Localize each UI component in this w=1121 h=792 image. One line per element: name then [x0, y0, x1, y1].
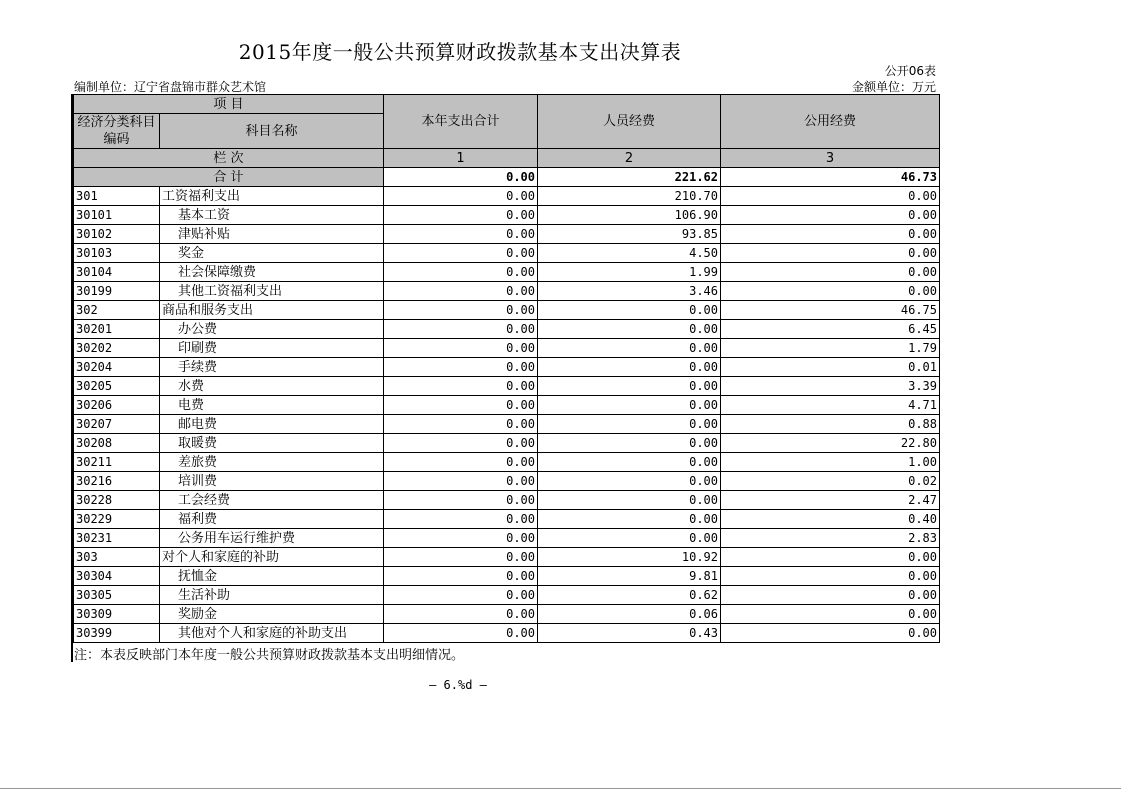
table-row: [74, 396, 940, 415]
table-row: [74, 358, 940, 377]
row-total: 0.00: [384, 510, 538, 529]
row-public: 0.00: [721, 624, 940, 643]
row-name: 福利费: [160, 510, 384, 529]
table-row: [74, 301, 940, 320]
row-personnel: 93.85: [538, 225, 721, 244]
row-public: 22.80: [721, 434, 940, 453]
table-row: [74, 377, 940, 396]
row-personnel: 0.00: [538, 320, 721, 339]
row-name: 电费: [160, 396, 384, 415]
row-code: 30211: [74, 453, 160, 472]
row-name: 其他工资福利支出: [160, 282, 384, 301]
row-public: 4.71: [721, 396, 940, 415]
row-total: 0.00: [384, 244, 538, 263]
table-row: [74, 491, 940, 510]
table-row: [74, 225, 940, 244]
table-row: [74, 548, 940, 567]
row-code: 30207: [74, 415, 160, 434]
row-total: 0.00: [384, 225, 538, 244]
row-total: 0.00: [384, 624, 538, 643]
total-sum: 0.00: [384, 168, 538, 187]
row-public: 3.39: [721, 377, 940, 396]
row-public: 1.79: [721, 339, 940, 358]
row-name: 对个人和家庭的补助: [160, 548, 384, 567]
header-total: 本年支出合计: [384, 95, 538, 149]
row-name: 办公费: [160, 320, 384, 339]
row-code: 30228: [74, 491, 160, 510]
row-name: 抚恤金: [160, 567, 384, 586]
row-public: 2.83: [721, 529, 940, 548]
table-row: [74, 586, 940, 605]
row-personnel: 0.06: [538, 605, 721, 624]
row-public: 0.02: [721, 472, 940, 491]
table-row: [74, 529, 940, 548]
header-row-item: [74, 95, 940, 114]
row-public: 0.00: [721, 282, 940, 301]
total-label: 合 计: [74, 168, 384, 187]
row-code: 30104: [74, 263, 160, 282]
table-row: [74, 206, 940, 225]
row-personnel: 1.99: [538, 263, 721, 282]
row-personnel: 9.81: [538, 567, 721, 586]
row-personnel: 0.00: [538, 415, 721, 434]
row-code: 30304: [74, 567, 160, 586]
row-code: 30102: [74, 225, 160, 244]
row-personnel: 4.50: [538, 244, 721, 263]
row-public: 0.00: [721, 548, 940, 567]
row-personnel: 0.00: [538, 339, 721, 358]
row-public: 0.00: [721, 225, 940, 244]
row-name: 奖金: [160, 244, 384, 263]
header-item: 项 目: [74, 95, 384, 114]
row-code: 30305: [74, 586, 160, 605]
table-row: [74, 339, 940, 358]
row-code: 30206: [74, 396, 160, 415]
row-personnel: 3.46: [538, 282, 721, 301]
column-index-row: [74, 149, 940, 168]
row-total: 0.00: [384, 605, 538, 624]
row-total: 0.00: [384, 339, 538, 358]
row-total: 0.00: [384, 434, 538, 453]
row-personnel: 0.62: [538, 586, 721, 605]
row-name: 基本工资: [160, 206, 384, 225]
row-public: 6.45: [721, 320, 940, 339]
row-name: 商品和服务支出: [160, 301, 384, 320]
row-code: 30399: [74, 624, 160, 643]
row-personnel: 0.00: [538, 529, 721, 548]
column-2: 2: [538, 149, 721, 168]
row-personnel: 0.00: [538, 377, 721, 396]
row-total: 0.00: [384, 491, 538, 510]
row-name: 培训费: [160, 472, 384, 491]
table-row: [74, 453, 940, 472]
amount-unit: 金额单位：万元: [851, 80, 936, 94]
header-code: 经济分类科目编码: [74, 114, 160, 149]
row-code: 30309: [74, 605, 160, 624]
bottom-divider: [0, 788, 1121, 789]
table-row: [74, 244, 940, 263]
row-total: 0.00: [384, 548, 538, 567]
table-row: [74, 187, 940, 206]
row-code: 301: [74, 187, 160, 206]
table-row: [74, 510, 940, 529]
row-personnel: 0.00: [538, 434, 721, 453]
page-title: 2015年度一般公共预算财政拨款基本支出决算表: [238, 40, 682, 64]
row-name: 生活补助: [160, 586, 384, 605]
table-row: [74, 472, 940, 491]
row-total: 0.00: [384, 263, 538, 282]
row-total: 0.00: [384, 377, 538, 396]
row-public: 0.00: [721, 187, 940, 206]
row-total: 0.00: [384, 472, 538, 491]
row-personnel: 10.92: [538, 548, 721, 567]
total-public: 46.73: [721, 168, 940, 187]
row-public: 0.00: [721, 567, 940, 586]
row-total: 0.00: [384, 187, 538, 206]
row-personnel: 0.00: [538, 491, 721, 510]
row-total: 0.00: [384, 206, 538, 225]
compiling-unit: 编制单位：辽宁省盘锦市群众艺术馆: [74, 80, 267, 94]
row-personnel: 0.00: [538, 396, 721, 415]
total-row: [74, 168, 940, 187]
row-personnel: 0.00: [538, 358, 721, 377]
row-public: 1.00: [721, 453, 940, 472]
column-1: 1: [384, 149, 538, 168]
row-code: 30199: [74, 282, 160, 301]
table-row: [74, 605, 940, 624]
row-name: 印刷费: [160, 339, 384, 358]
table-row: [74, 320, 940, 339]
row-public: 0.00: [721, 605, 940, 624]
row-code: 30201: [74, 320, 160, 339]
row-code: 302: [74, 301, 160, 320]
row-public: 2.47: [721, 491, 940, 510]
row-public: 0.01: [721, 358, 940, 377]
row-name: 取暖费: [160, 434, 384, 453]
row-name: 工资福利支出: [160, 187, 384, 206]
row-code: 30103: [74, 244, 160, 263]
row-name: 其他对个人和家庭的补助支出: [160, 624, 384, 643]
row-personnel: 0.00: [538, 472, 721, 491]
row-name: 邮电费: [160, 415, 384, 434]
row-total: 0.00: [384, 415, 538, 434]
total-personnel: 221.62: [538, 168, 721, 187]
row-code: 30231: [74, 529, 160, 548]
header-name: 科目名称: [160, 114, 384, 149]
row-personnel: 0.00: [538, 510, 721, 529]
row-personnel: 0.43: [538, 624, 721, 643]
row-public: 0.00: [721, 206, 940, 225]
row-code: 30205: [74, 377, 160, 396]
table-note: 注：本表反映部门本年度一般公共预算财政拨款基本支出明细情况。: [74, 648, 465, 663]
header-personnel: 人员经费: [538, 95, 721, 149]
row-code: 30208: [74, 434, 160, 453]
row-name: 差旅费: [160, 453, 384, 472]
row-name: 社会保障缴费: [160, 263, 384, 282]
row-total: 0.00: [384, 301, 538, 320]
table-row: [74, 434, 940, 453]
row-total: 0.00: [384, 320, 538, 339]
row-total: 0.00: [384, 453, 538, 472]
row-total: 0.00: [384, 396, 538, 415]
row-code: 30202: [74, 339, 160, 358]
row-name: 工会经费: [160, 491, 384, 510]
row-personnel: 106.90: [538, 206, 721, 225]
row-total: 0.00: [384, 358, 538, 377]
row-total: 0.00: [384, 282, 538, 301]
header-public: 公用经费: [721, 95, 940, 149]
column-3: 3: [721, 149, 940, 168]
page-footer: — 6.%d —: [429, 678, 487, 692]
row-public: 0.40: [721, 510, 940, 529]
row-code: 30204: [74, 358, 160, 377]
row-public: 0.00: [721, 586, 940, 605]
row-personnel: 210.70: [538, 187, 721, 206]
row-name: 公务用车运行维护费: [160, 529, 384, 548]
row-total: 0.00: [384, 567, 538, 586]
row-public: 0.88: [721, 415, 940, 434]
table-row: [74, 263, 940, 282]
table-row: [74, 624, 940, 643]
row-public: 0.00: [721, 263, 940, 282]
row-code: 303: [74, 548, 160, 567]
row-name: 水费: [160, 377, 384, 396]
expenditure-table: [73, 94, 940, 643]
form-number: 公开06表: [884, 64, 936, 78]
table-row: [74, 282, 940, 301]
row-name: 津贴补贴: [160, 225, 384, 244]
row-total: 0.00: [384, 586, 538, 605]
row-name: 奖励金: [160, 605, 384, 624]
row-code: 30229: [74, 510, 160, 529]
table-row: [74, 567, 940, 586]
table-row: [74, 415, 940, 434]
row-personnel: 0.00: [538, 301, 721, 320]
row-code: 30216: [74, 472, 160, 491]
row-personnel: 0.00: [538, 453, 721, 472]
row-total: 0.00: [384, 529, 538, 548]
row-name: 手续费: [160, 358, 384, 377]
column-label: 栏 次: [74, 149, 384, 168]
row-public: 0.00: [721, 244, 940, 263]
row-public: 46.75: [721, 301, 940, 320]
row-code: 30101: [74, 206, 160, 225]
